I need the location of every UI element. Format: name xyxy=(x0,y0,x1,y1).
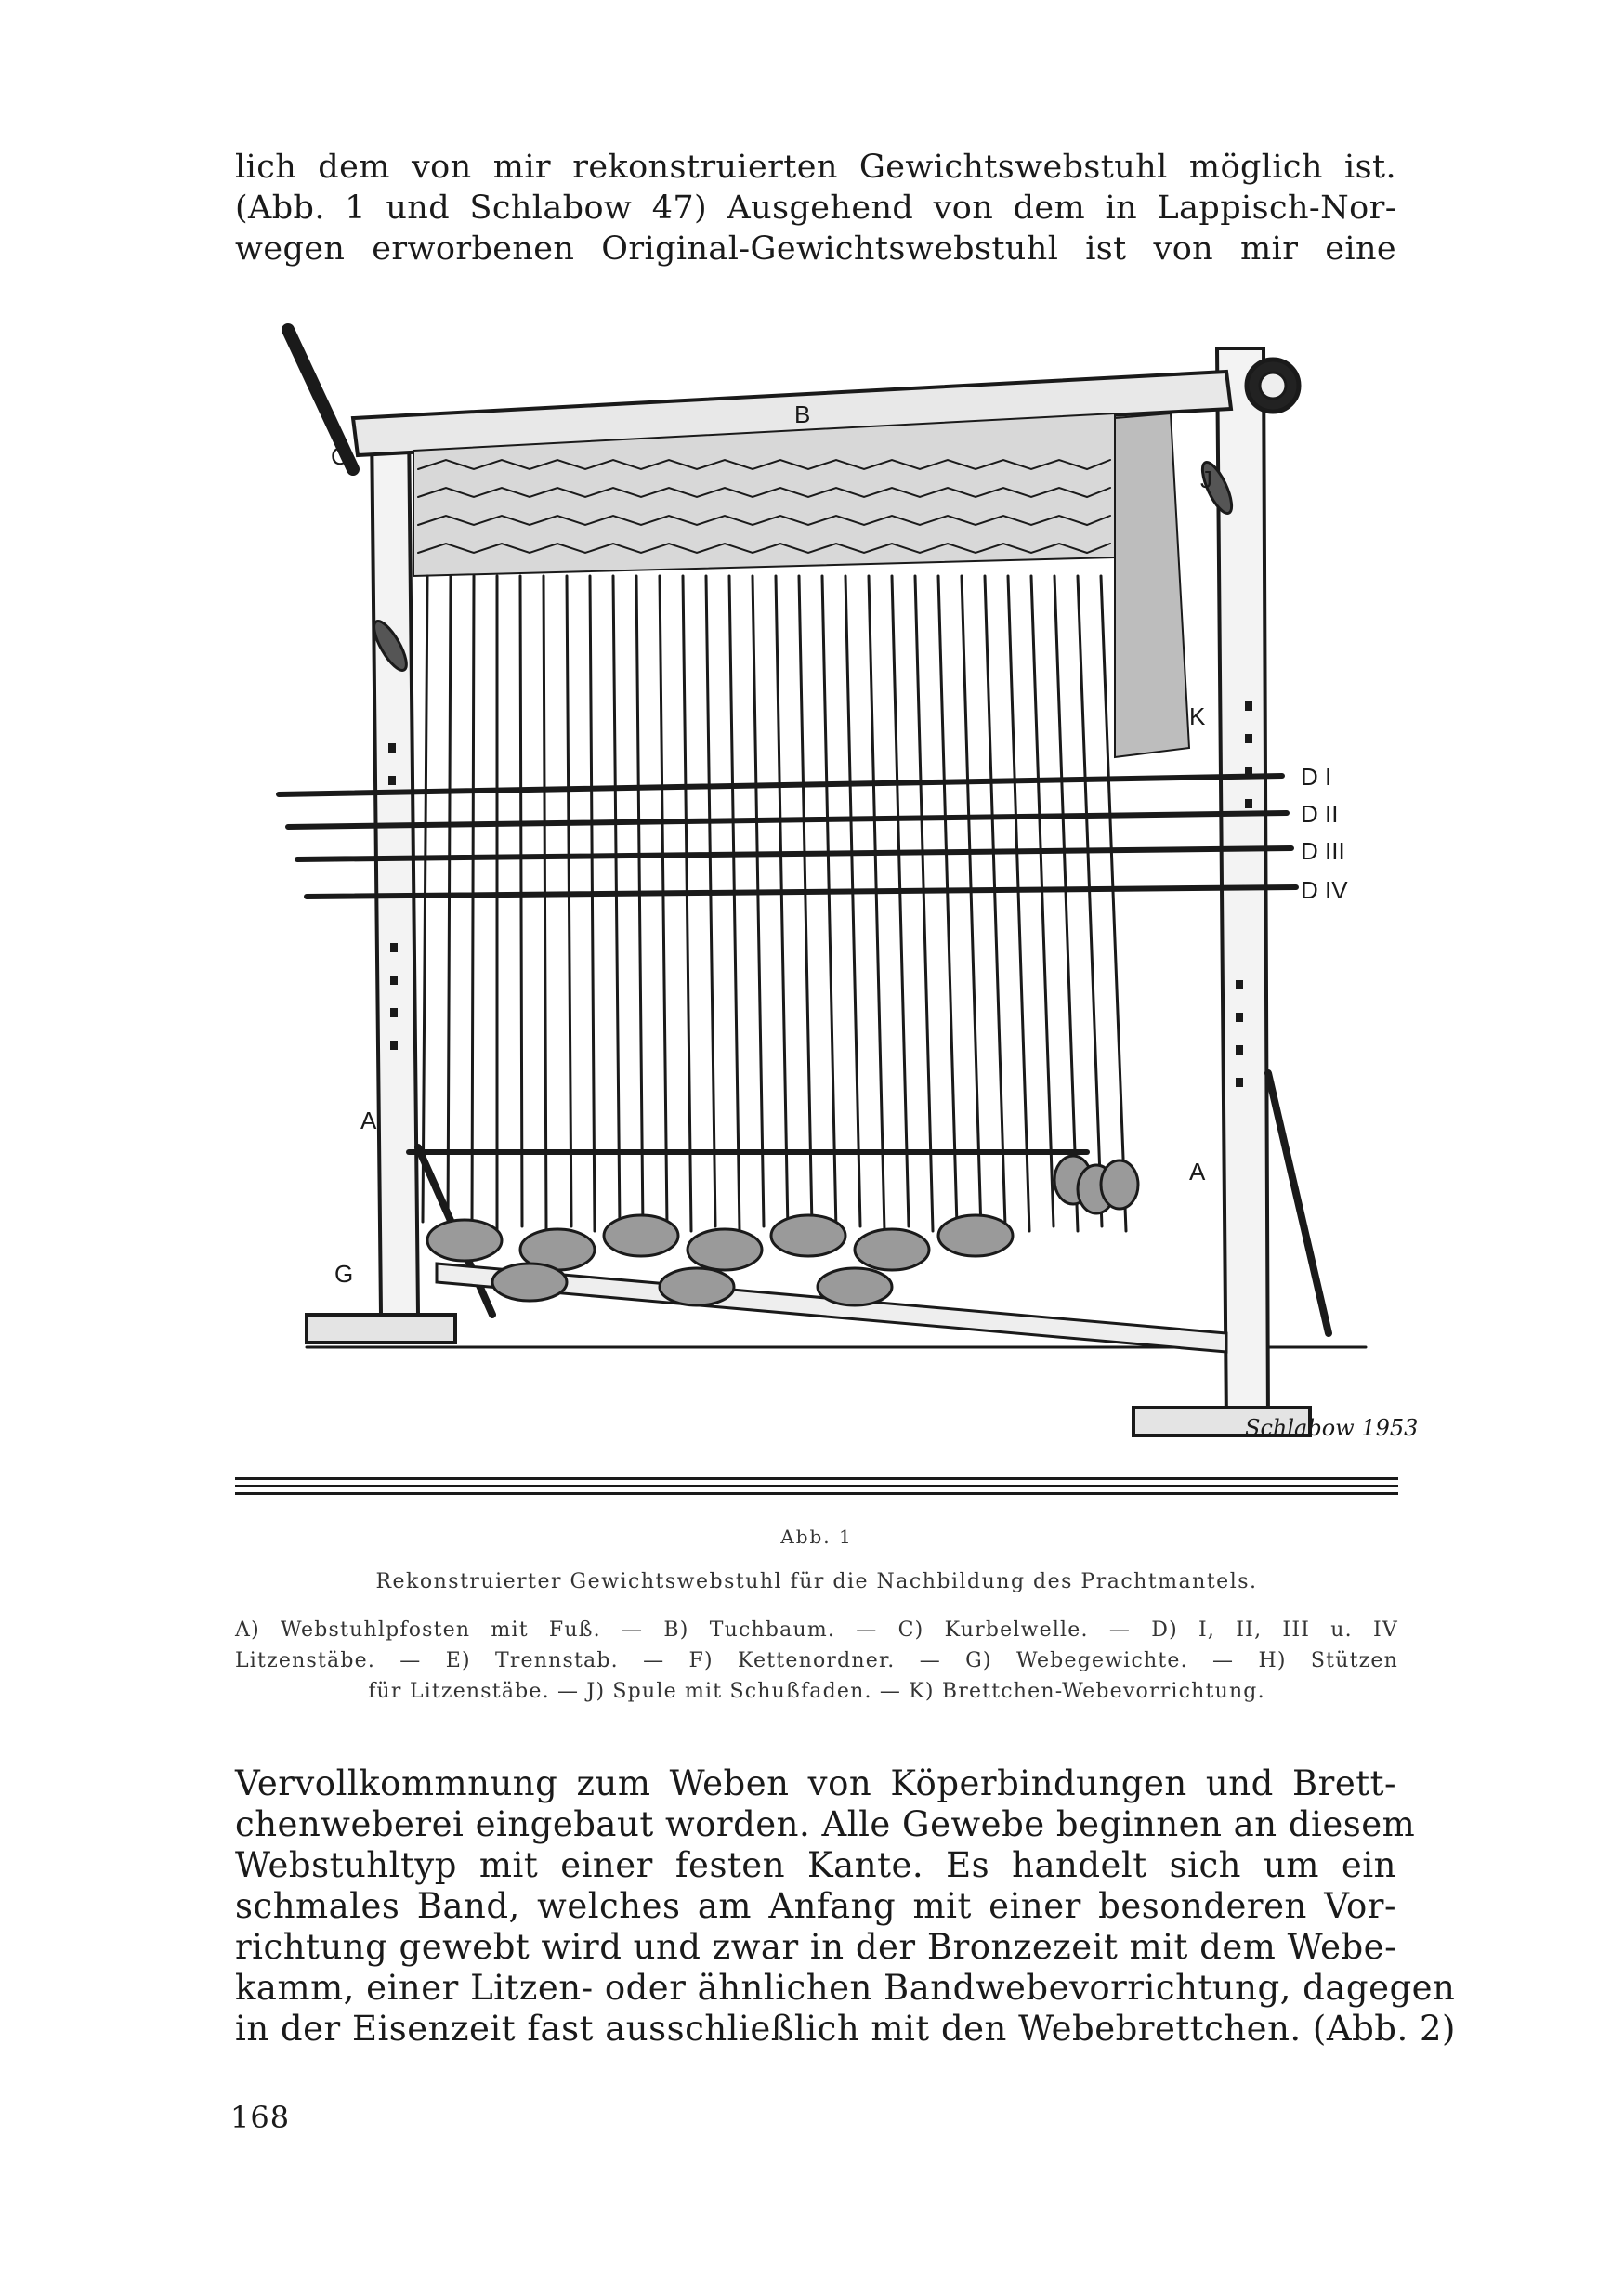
figure-legend-line: für Litzenstäbe. — J) Spule mit Schußfaden. — K) Brettchen-Webevorrichtung. xyxy=(368,1680,1265,1703)
label-d2: D II xyxy=(1301,800,1339,828)
figure-legend xyxy=(235,1615,1398,1707)
bottom-paragraph-line: kamm, einer Litzen- oder ähnlichen Bandwebevorrichtung, dagegen xyxy=(235,1968,1456,2008)
label-b: B xyxy=(794,400,811,428)
label-d4: D IV xyxy=(1301,876,1348,904)
top-paragraph xyxy=(235,147,1396,269)
page-number: 168 xyxy=(230,2100,291,2135)
loom-illustration xyxy=(251,311,1419,1477)
top-paragraph-line: wegen erworbenen Original-Gewichtswebstuhl ist von mir eine xyxy=(235,230,1396,268)
figure-title: Rekonstruierter Gewichtswebstuhl für die Nachbildung des Prachtmantels. xyxy=(375,1570,1258,1593)
label-d1: D I xyxy=(1301,763,1332,791)
signature: Schlabow 1953 xyxy=(1245,1415,1419,1441)
label-a-right: A xyxy=(1189,1158,1206,1186)
bottom-paragraph-line: chenweberei eingebaut worden. Alle Gewebe beginnen an diesem xyxy=(235,1804,1416,1844)
caption-rule-middle xyxy=(235,1485,1398,1487)
bottom-paragraph-line: richtung gewebt wird und zwar in der Bronzezeit mit dem Webe- xyxy=(235,1927,1397,1967)
figure-legend-line: A) Webstuhlpfosten mit Fuß. — B) Tuchbaum. — C) Kurbelwelle. — D) I, II, III u. IV xyxy=(235,1618,1398,1642)
caption-rule-bottom xyxy=(235,1492,1398,1495)
top-paragraph-line: (Abb. 1 und Schlabow 47) Ausgehend von dem in Lappisch-Nor- xyxy=(235,190,1396,227)
top-paragraph-line: lich dem von mir rekonstruierten Gewichtswebstuhl möglich ist. xyxy=(235,149,1396,186)
bottom-paragraph-line: Webstuhltyp mit einer festen Kante. Es handelt sich um ein xyxy=(235,1845,1396,1885)
label-j: J xyxy=(1200,465,1212,493)
label-g: G xyxy=(334,1260,354,1288)
label-d3: D III xyxy=(1301,837,1345,865)
label-k: K xyxy=(1189,702,1206,730)
caption-rule-top xyxy=(235,1477,1398,1480)
figure-legend-line: Litzenstäbe. — E) Trennstab. — F) Kettenordner. — G) Webegewichte. — H) Stützen xyxy=(235,1649,1398,1672)
bottom-paragraph-line: schmales Band, welches am Anfang mit einer besonderen Vor- xyxy=(235,1886,1396,1926)
bottom-paragraph xyxy=(235,1763,1456,2050)
label-a-left: A xyxy=(360,1107,377,1134)
bottom-paragraph-line: in der Eisenzeit fast ausschließlich mit den Webebrettchen. (Abb. 2) xyxy=(235,2009,1456,2049)
label-c: C xyxy=(331,442,348,470)
figure-number: Abb. 1 xyxy=(780,1526,853,1548)
bottom-paragraph-line: Vervollkommnung zum Weben von Köperbindungen und Brett- xyxy=(235,1763,1396,1803)
